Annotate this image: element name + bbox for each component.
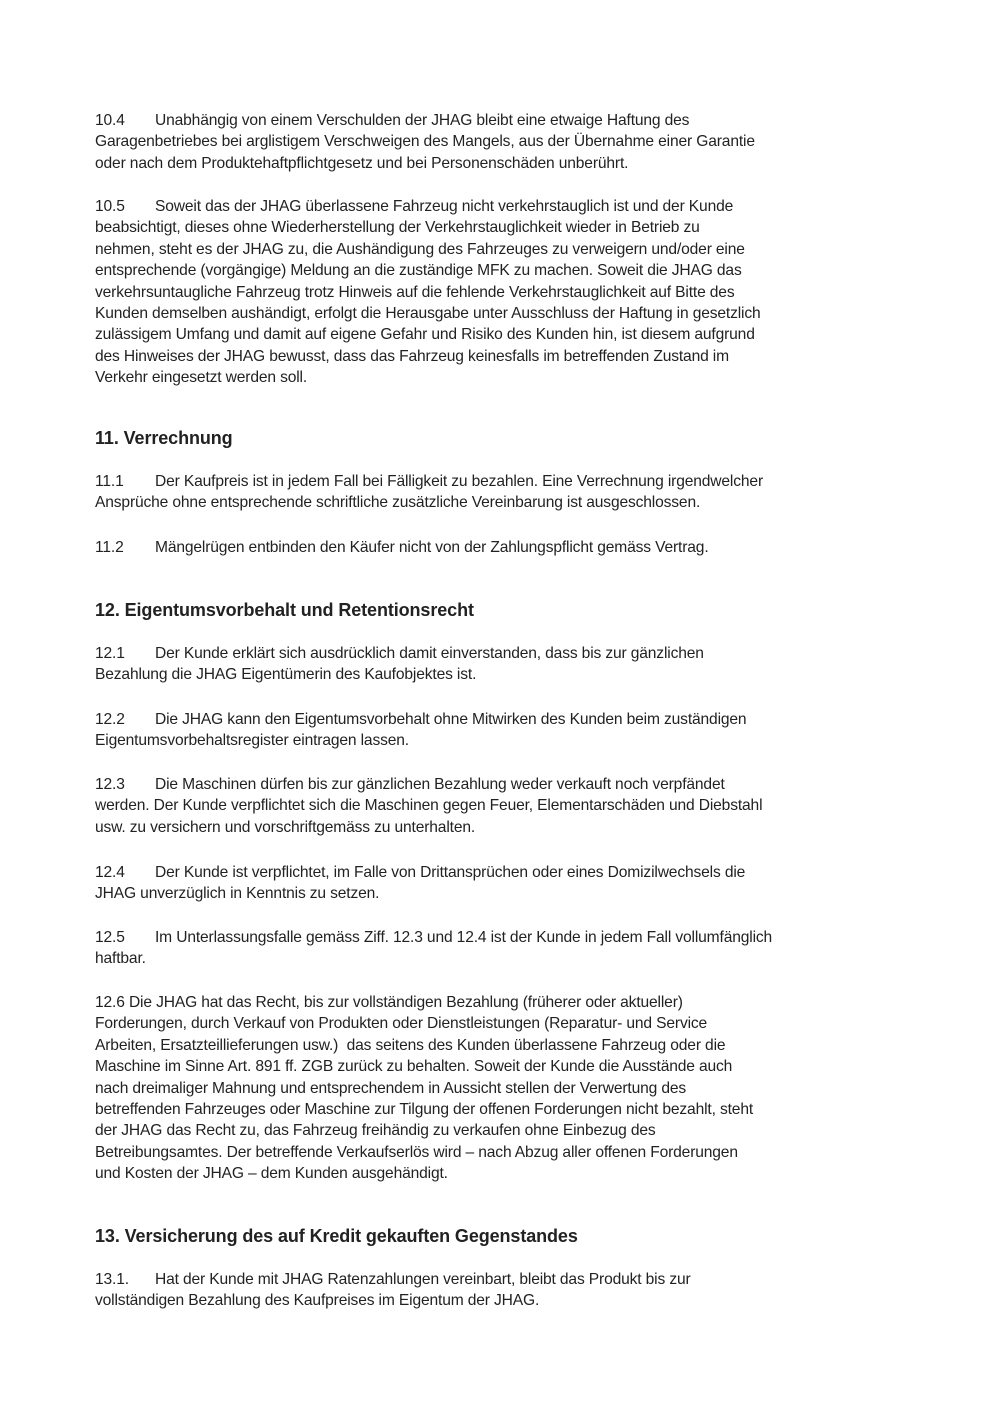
paragraph-12-5	[95, 927, 915, 970]
paragraph-line: nehmen, steht es der JHAG zu, die Aushändigung des Fahrzeuges zu verweigern und/oder eine	[95, 240, 745, 258]
paragraph-line: zulässigem Umfang und damit auf eigene Gefahr und Risiko des Kunden hin, ist diesem aufgrund	[95, 326, 755, 344]
paragraph-line: JHAG unverzüglich in Kenntnis zu setzen.	[95, 885, 380, 903]
paragraph-line: Garagenbetriebes bei arglistigem Verschweigen des Mangels, aus der Übernahme einer Garantie	[95, 133, 755, 151]
paragraph-line: Die JHAG hat das Recht, bis zur vollständigen Bezahlung (früherer oder aktueller)	[128, 994, 683, 1011]
paragraph-line: betreffenden Fahrzeuges oder Maschine zur Tilgung der offenen Forderungen nicht bezahlt, steht	[95, 1101, 754, 1119]
paragraph-line: usw. zu versichern und vorschriftgemäss zu unterhalten.	[95, 818, 476, 836]
section-heading-11: 11. Verrechnung	[95, 428, 233, 448]
paragraph-number: 10.4	[95, 112, 125, 129]
paragraph-number: 13.1.	[95, 1271, 129, 1288]
paragraph-number: 11.2	[95, 539, 124, 556]
paragraph-line: verkehrsuntaugliche Fahrzeug trotz Hinweis auf die fehlende Verkehrstauglichkeit auf Bitte des	[95, 283, 735, 301]
paragraph-line: Der Kaufpreis ist in jedem Fall bei Fälligkeit zu bezahlen. Eine Verrechnung irgendwelcher	[155, 473, 763, 490]
paragraph-10-4	[95, 110, 915, 174]
paragraph-line: Ansprüche ohne entsprechende schriftliche zusätzliche Vereinbarung ist ausgeschlossen.	[95, 494, 701, 512]
paragraph-11-2	[95, 537, 915, 558]
paragraph-line: Arbeiten, Ersatzteillieferungen usw.) das seitens des Kunden überlassene Fahrzeug oder die	[95, 1036, 726, 1054]
paragraph-number: 12.1	[95, 645, 125, 662]
section-heading-12: 12. Eigentumsvorbehalt und Retentionsrecht	[95, 600, 474, 620]
paragraph-12-4	[95, 862, 915, 905]
paragraph-line: Der Kunde ist verpflichtet, im Falle von Drittansprüchen oder eines Domizilwechsels die	[155, 864, 746, 881]
paragraph-11-1	[95, 471, 915, 514]
paragraph-13-1	[95, 1269, 915, 1312]
paragraph-line: Der Kunde erklärt sich ausdrücklich damit einverstanden, dass bis zur gänzlichen	[155, 645, 704, 662]
paragraph-line: und Kosten der JHAG – dem Kunden ausgehändigt.	[95, 1165, 448, 1183]
paragraph-12-3	[95, 774, 915, 838]
paragraph-line: oder nach dem Produktehaftpflichtgesetz und bei Personenschäden unberührt.	[95, 154, 629, 172]
paragraph-number: 12.5	[95, 929, 125, 946]
paragraph-10-5	[95, 196, 915, 389]
paragraph-number: 10.5	[95, 198, 125, 215]
paragraph-line: Unabhängig von einem Verschulden der JHAG bleibt eine etwaige Haftung des	[155, 112, 690, 129]
paragraph-line: beabsichtigt, dieses ohne Wiederherstellung der Verkehrstauglichkeit wieder in Betrieb zu	[95, 219, 700, 237]
paragraph-line: Die JHAG kann den Eigentumsvorbehalt ohne Mitwirken des Kunden beim zuständigen	[155, 711, 747, 728]
paragraph-line: Soweit das der JHAG überlassene Fahrzeug nicht verkehrstauglich ist und der Kunde	[155, 198, 734, 215]
paragraph-number: 11.1	[95, 473, 124, 490]
paragraph-line: entsprechende (vorgängige) Meldung an die zuständige MFK zu machen. Soweit die JHAG das	[95, 262, 742, 280]
paragraph-line: Im Unterlassungsfalle gemäss Ziff. 12.3 und 12.4 ist der Kunde in jedem Fall vollumfänglich	[155, 929, 773, 946]
paragraph-line: Bezahlung die JHAG Eigentümerin des Kaufobjektes ist.	[95, 666, 477, 684]
paragraph-number: 12.6	[95, 994, 125, 1011]
paragraph-line: der JHAG das Recht zu, das Fahrzeug freihändig zu verkaufen ohne Einbezug des	[95, 1122, 656, 1140]
section-heading-13: 13. Versicherung des auf Kredit gekauften Gegenstandes	[95, 1226, 578, 1246]
paragraph-line: Kunden demselben aushändigt, erfolgt die Herausgabe unter Ausschluss der Haftung in gesetzlich	[95, 305, 761, 323]
paragraph-12-6	[95, 992, 915, 1185]
paragraph-line: Forderungen, durch Verkauf von Produkten oder Dienstleistungen (Reparatur- und Service	[95, 1015, 708, 1033]
paragraph-line: Die Maschinen dürfen bis zur gänzlichen Bezahlung weder verkauft noch verpfändet	[155, 776, 725, 793]
paragraph-12-1	[95, 643, 915, 686]
paragraph-line: Hat der Kunde mit JHAG Ratenzahlungen vereinbart, bleibt das Produkt bis zur	[155, 1271, 691, 1288]
paragraph-line: Eigentumsvorbehaltsregister eintragen lassen.	[95, 732, 409, 750]
paragraph-line: Mängelrügen entbinden den Käufer nicht von der Zahlungspflicht gemäss Vertrag.	[155, 539, 709, 556]
paragraph-line: werden. Der Kunde verpflichtet sich die Maschinen gegen Feuer, Elementarschäden und Diebstahl	[95, 797, 763, 815]
paragraph-line: Verkehr eingesetzt werden soll.	[95, 369, 308, 387]
paragraph-line: nach dreimaliger Mahnung und entsprechendem in Aussicht stellen der Verwertung des	[95, 1079, 687, 1097]
paragraph-number: 12.2	[95, 711, 125, 728]
paragraph-line: Betreibungsamtes. Der betreffende Verkaufserlös wird – nach Abzug aller offenen Forderungen	[95, 1143, 738, 1161]
paragraph-number: 12.4	[95, 864, 125, 881]
paragraph-line: haftbar.	[95, 950, 146, 968]
paragraph-line: vollständigen Bezahlung des Kaufpreises im Eigentum der JHAG.	[95, 1292, 540, 1310]
paragraph-line: Maschine im Sinne Art. 891 ff. ZGB zurück zu behalten. Soweit der Kunde die Ausstände auch	[95, 1058, 733, 1076]
paragraph-line: des Hinweises der JHAG bewusst, dass das Fahrzeug keinesfalls im betreffenden Zustand im	[95, 347, 729, 365]
paragraph-number: 12.3	[95, 776, 125, 793]
paragraph-12-2	[95, 709, 915, 752]
